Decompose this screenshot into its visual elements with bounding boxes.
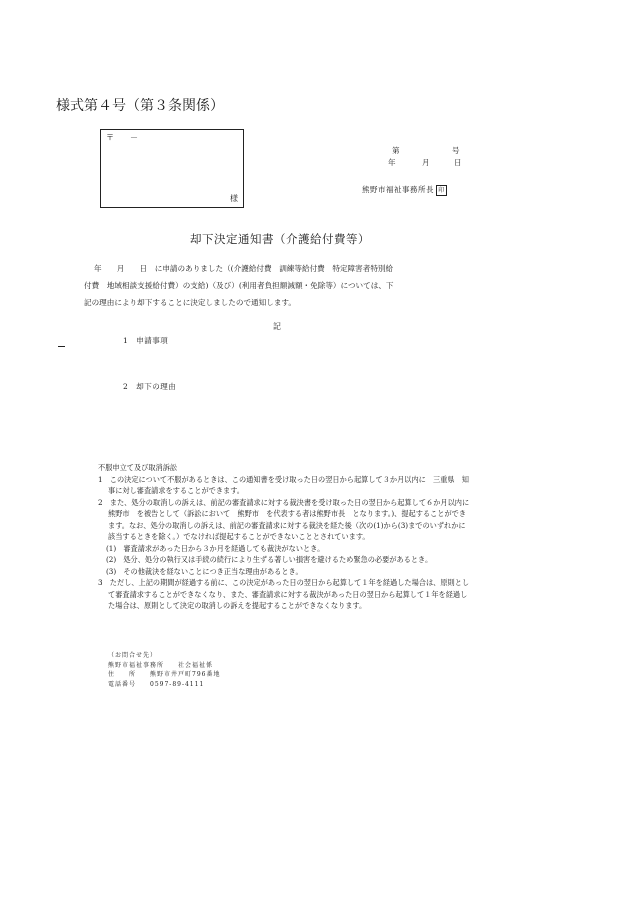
month-label: 月 [422, 158, 430, 167]
body-line-3: 記の理由により却下することに決定しましたので通知します。 [84, 298, 297, 307]
appeal-notice [98, 462, 477, 612]
number-prefix: 第 [392, 146, 400, 155]
number-suffix: 号 [452, 146, 460, 155]
issuer-name: 熊野市福祉事務所長 [362, 185, 434, 194]
body-paragraph [84, 260, 462, 311]
postal-code-label: 〒 － [106, 133, 138, 142]
section-rejection-reason: 2 却下の理由 [123, 382, 177, 391]
seal-stamp: 印 [436, 185, 447, 196]
margin-dash [58, 346, 65, 347]
document-title: 却下決定通知書（介護給付費等） [190, 232, 370, 246]
year-label: 年 [388, 158, 396, 167]
section-application-items: 1 申請事項 [123, 336, 169, 345]
form-number: 様式第４号（第３条関係） [56, 98, 224, 114]
contact-office: 熊野市福祉事務所 社会福祉係 [108, 661, 214, 669]
contact-phone: 0597-89-4111 [150, 680, 205, 688]
contact-heading: （お問合せ先） [108, 652, 158, 659]
notice-sub-1: (1) 審査請求があった日から３か月を経過しても裁決がないとき。 [106, 543, 325, 553]
day-label: 日 [454, 158, 462, 167]
honorific-sama: 様 [230, 194, 238, 203]
contact-phone-label: 電話番号 [108, 680, 137, 688]
contact-address: 熊野市井戸町796番地 [150, 671, 221, 678]
notice-item-3: 3 ただし、上記の期間が経過する前に、この決定があった日の翌日から起算して１年を経過した場合は、原則として審査請求することができなくなり、また、審査請求に対する裁決があった日の翌日から起算して１年を経過した場合は、原則として決定の取消しの訴えを提起することができなくなります。 [98, 578, 470, 610]
contact-address-row [108, 670, 220, 680]
notice-heading: 不服申立て及び取消訴訟 [98, 463, 178, 472]
notice-item-1: 1 この決定について不服があるときは、この通知書を受け取った日の翌日から起算して３か月以内に 三重県 知事に対し審査請求をすることができます。 [98, 474, 469, 495]
contact-info [108, 651, 220, 689]
issuer-line [362, 184, 447, 196]
body-line-2: 付費 地域相談支援給付費）の支給)（及び）(利用者負担額減額・免除等）については、下 [84, 281, 394, 290]
address-box [100, 129, 244, 208]
notice-item-2: 2 また、処分の取消しの訴えは、前記の審査請求に対する裁決書を受け取った日の翌日から起算して６か月以内に 熊野市 を被告として（訴訟において 熊野市 を代表する者は熊野市長 となります。)、提起することができます。なお、処分の取消しの訴えは、前記の審査請求に対する裁決を経た後（次の(1)から(3)までのいずれかに該当するときを除く。）でなければ提起することができないこととされています。 [98, 497, 477, 541]
notice-sub-3: (3) その他裁決を経ないことにつき正当な理由があるとき。 [106, 566, 303, 576]
ki-heading: 記 [273, 322, 281, 331]
contact-address-label: 住 所 [108, 671, 137, 678]
body-line-1: 年 月 日 に申請のありました（(介護給付費 訓練等給付費 特定障害者特別給 [94, 264, 394, 273]
contact-phone-row [108, 680, 220, 690]
notice-sub-2: (2) 処分、処分の執行又は手続の続行により生ずる著しい損害を避けるため緊急の必要があるとき。 [106, 555, 433, 564]
